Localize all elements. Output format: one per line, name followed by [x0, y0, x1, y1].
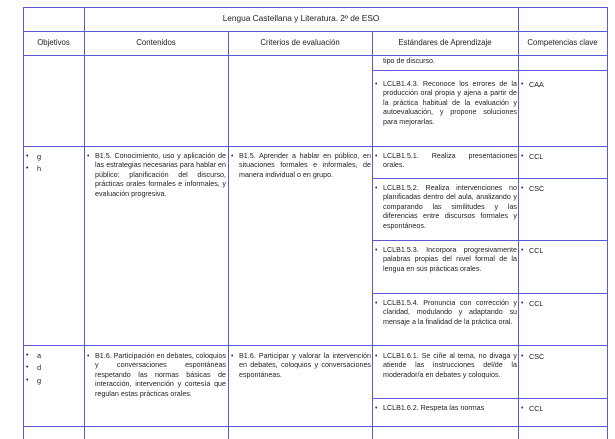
criterio-text: B1.5. Aprender a hablar en público, en situaciones formales e informales, de manera individual o en grupo.	[239, 152, 371, 179]
standard-text: LCLB1.5.4. Pronuncia con corrección y claridad, modulando y adaptando su mensaje a la finalidad de la práctica oral.	[383, 299, 517, 326]
standard-text: LCLB1.5.2. Realiza intervenciones no planificadas dentro del aula, analizando y comparando las similitudes y las diferencias entre discursos formales y espontáneos.	[383, 184, 517, 230]
competencia-badge: CCL	[529, 404, 544, 413]
bullet-icon: •	[375, 185, 378, 192]
bullet-icon: •	[521, 300, 524, 307]
column-divider	[372, 31, 373, 439]
competencia-badge: CCL	[529, 299, 544, 308]
table-title: Lengua Castellana y Literatura. 2º de ESO	[222, 13, 380, 23]
row-divider	[372, 178, 607, 179]
standard-text: LCLB1.5.3. Incorpora progresivamente palabras propias del nivel formal de la lengua en sus prácticas orales.	[383, 246, 517, 273]
bullet-icon: •	[375, 247, 378, 254]
competencia-badge: CSC	[529, 352, 545, 361]
table-border-left	[23, 7, 24, 439]
bullet-icon: •	[521, 153, 524, 160]
header-bottom-rule	[23, 55, 607, 56]
bullet-icon: •	[521, 353, 524, 360]
bullet-icon: •	[87, 353, 90, 360]
competencia-badge: CCL	[529, 246, 544, 255]
column-divider	[518, 7, 519, 439]
column-header-estandares: Estándares de Aprendizaje	[398, 38, 492, 47]
column-header-contenidos: Contenidos	[136, 38, 176, 47]
bullet-icon: •	[375, 353, 378, 360]
objetivo-item: • d	[26, 362, 41, 374]
bullet-icon: •	[521, 81, 524, 88]
objetivo-item: • g	[26, 151, 41, 163]
bullet-icon: •	[375, 81, 378, 88]
row-divider	[372, 398, 607, 399]
row-divider	[372, 240, 607, 241]
bullet-icon: •	[231, 153, 234, 160]
bullet-icon: •	[521, 405, 524, 412]
bullet-icon: •	[375, 153, 378, 160]
competencia-badge: CAA	[529, 80, 544, 89]
column-header-competencias: Competencias clave	[527, 38, 598, 47]
column-header-criterios: Criterios de evaluación	[260, 38, 340, 47]
row-divider	[372, 293, 607, 294]
bullet-icon: •	[231, 353, 234, 360]
objetivo-item: • g	[26, 375, 41, 387]
column-divider	[84, 7, 85, 439]
standard-text: LCLB1.6.1. Se ciñe al tema, no divaga y atiende las instrucciones del/de la moderador/a en debates y coloquios.	[383, 352, 517, 379]
standard-text: LCLB1.5.1. Realiza presentaciones orales.	[383, 152, 517, 170]
objetivo-item: • a	[26, 350, 41, 362]
bullet-icon: •	[521, 247, 524, 254]
column-divider	[228, 31, 229, 439]
table-border-right	[607, 7, 608, 439]
block-divider	[23, 146, 607, 147]
standard-text: LCLB1.4.3. Reconoce los errores de la producción oral propia y ajena a partir de la práctica habitual de la evaluación y autoevaluación, y propone soluciones para mejorarlas.	[383, 80, 517, 126]
bullet-icon: •	[375, 405, 378, 412]
row-divider	[372, 70, 607, 71]
objetivos-list	[26, 151, 41, 176]
criterio-text: B1.6. Participar y valorar la intervención en debates, coloquios y conversaciones espontáneas.	[239, 352, 371, 379]
standard-text: tipo de discurso.	[383, 57, 435, 65]
objetivos-list	[26, 350, 41, 387]
objetivo-item: • h	[26, 163, 41, 175]
standard-text: LCLB1.6.2. Respeta las normas	[383, 404, 485, 412]
bullet-icon: •	[521, 185, 524, 192]
bullet-icon: •	[375, 300, 378, 307]
competencia-badge: CSC	[529, 184, 545, 193]
competencia-badge: CCL	[529, 152, 544, 161]
column-header-objetivos: Objetivos	[37, 38, 70, 47]
contenido-text: B1.6. Participación en debates, coloquios y conversaciones espontáneas respetando las normas básicas de interacción, intervención y cortesía que regulan estas prácticas orales.	[95, 352, 226, 398]
block-divider	[23, 345, 607, 346]
contenido-text: B1.5. Conocimiento, uso y aplicación de las estrategias necesarias para hablar en público: planificación del discurso, prácticas orales formales e informales, y evaluación progresiva.	[95, 152, 226, 198]
row-divider	[23, 426, 607, 427]
bullet-icon: •	[87, 153, 90, 160]
